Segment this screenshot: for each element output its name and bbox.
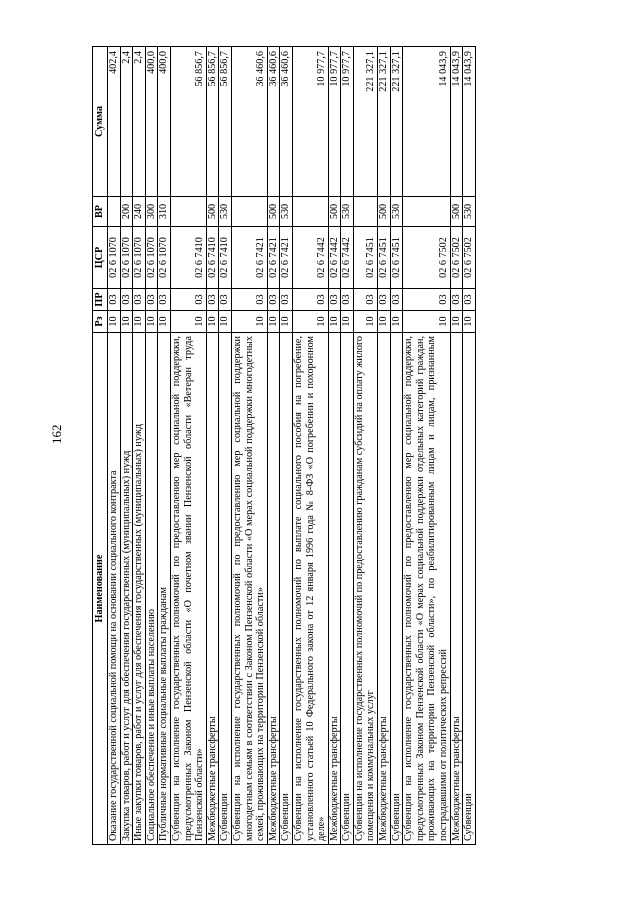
row-pr-cell: 03 (231, 289, 267, 311)
row-rz-cell: 10 (145, 311, 158, 333)
row-csr-cell: 02 6 7421 (267, 227, 280, 289)
row-rz-cell: 10 (450, 311, 463, 333)
row-sum-cell: 36 460,6 (231, 47, 267, 197)
table-row (463, 47, 476, 845)
row-sum-cell: 36 460,6 (280, 47, 293, 197)
row-csr-cell: 02 6 7502 (403, 227, 450, 289)
row-name-cell: Межбюджетные трансферты (450, 333, 463, 845)
row-vr-cell: 500 (450, 197, 463, 227)
row-name-cell: Субвенции на исполнение государственных полномочий по предоставлению мер социальной поддержки, предусмотренных Законом Пензенской области «О почетном звании Пензенской области «Ветеран труда Пензенской области» (170, 333, 206, 845)
row-sum-cell: 56 856,7 (219, 47, 232, 197)
row-pr-cell: 03 (328, 289, 341, 311)
row-rz-cell: 10 (341, 311, 354, 333)
row-sum-cell: 10 977,7 (341, 47, 354, 197)
header-vr: ВР (93, 197, 108, 227)
row-vr-cell: 300 (145, 197, 158, 227)
row-vr-cell: 530 (280, 197, 293, 227)
row-pr-cell: 03 (219, 289, 232, 311)
row-pr-cell: 03 (267, 289, 280, 311)
row-vr-cell: 530 (341, 197, 354, 227)
header-pr: ПР (93, 289, 108, 311)
budget-table (92, 46, 476, 845)
row-csr-cell: 02 6 7410 (219, 227, 232, 289)
row-name-cell: Межбюджетные трансферты (206, 333, 219, 845)
row-vr-cell: 530 (219, 197, 232, 227)
row-csr-cell: 02 6 7451 (353, 227, 377, 289)
row-vr-cell: 500 (206, 197, 219, 227)
row-sum-cell: 221 327,1 (390, 47, 403, 197)
table-row (292, 47, 328, 845)
row-sum-cell: 36 460,6 (267, 47, 280, 197)
row-rz-cell: 10 (206, 311, 219, 333)
row-csr-cell: 02 6 1070 (145, 227, 158, 289)
row-vr-cell (170, 197, 206, 227)
row-rz-cell: 10 (403, 311, 450, 333)
row-name-cell: Субвенции на исполнение государственных полномочий по предоставлению мер социальной поддержки многодетным семьям в соответствии с Законом Пензенской области «О мерах социальной поддержки многодетных семей, проживающих на территории Пензенской области» (231, 333, 267, 845)
rotated-table-container (92, 47, 550, 845)
table-row (108, 47, 121, 845)
row-rz-cell: 10 (108, 311, 121, 333)
row-sum-cell: 400,0 (158, 47, 171, 197)
row-name-cell: Межбюджетные трансферты (267, 333, 280, 845)
row-name-cell: Межбюджетные трансферты (378, 333, 391, 845)
table-row (219, 47, 232, 845)
table-header-row (93, 47, 108, 845)
row-rz-cell: 10 (353, 311, 377, 333)
row-name-cell: Субвенции (463, 333, 476, 845)
row-name-cell: Субвенции на исполнение государственных полномочий по предоставлению гражданам субсидий на оплату жилого помещения и коммунальных услуг (353, 333, 377, 845)
row-pr-cell: 03 (463, 289, 476, 311)
row-csr-cell: 02 6 7410 (206, 227, 219, 289)
row-vr-cell: 530 (390, 197, 403, 227)
row-pr-cell: 03 (108, 289, 121, 311)
row-csr-cell: 02 6 1070 (108, 227, 121, 289)
row-sum-cell: 56 856,7 (170, 47, 206, 197)
row-rz-cell: 10 (231, 311, 267, 333)
row-pr-cell: 03 (206, 289, 219, 311)
row-rz-cell: 10 (158, 311, 171, 333)
row-sum-cell: 400,0 (145, 47, 158, 197)
row-rz-cell: 10 (328, 311, 341, 333)
table-row (267, 47, 280, 845)
table-row (145, 47, 158, 845)
row-rz-cell: 10 (463, 311, 476, 333)
row-csr-cell: 02 6 7502 (463, 227, 476, 289)
row-vr-cell (353, 197, 377, 227)
row-pr-cell: 03 (353, 289, 377, 311)
row-csr-cell: 02 6 7421 (231, 227, 267, 289)
row-csr-cell: 02 6 7502 (450, 227, 463, 289)
header-csr: ЦСР (93, 227, 108, 289)
row-pr-cell: 03 (145, 289, 158, 311)
row-sum-cell: 221 327,1 (378, 47, 391, 197)
header-sum: Сумма (93, 47, 108, 197)
row-pr-cell: 03 (450, 289, 463, 311)
row-vr-cell (292, 197, 328, 227)
row-vr-cell: 200 (120, 197, 133, 227)
row-rz-cell: 10 (133, 311, 146, 333)
row-name-cell: Субвенции (219, 333, 232, 845)
row-pr-cell: 03 (158, 289, 171, 311)
table-row (328, 47, 341, 845)
row-vr-cell (231, 197, 267, 227)
row-sum-cell: 2,4 (120, 47, 133, 197)
row-vr-cell: 500 (328, 197, 341, 227)
row-csr-cell: 02 6 7410 (170, 227, 206, 289)
row-name-cell: Оказание государственной социальной помощи на основании социального контракта (108, 333, 121, 845)
row-rz-cell: 10 (170, 311, 206, 333)
row-sum-cell: 14 043,9 (463, 47, 476, 197)
row-vr-cell (403, 197, 450, 227)
table-row (133, 47, 146, 845)
table-row (450, 47, 463, 845)
row-rz-cell: 10 (267, 311, 280, 333)
row-name-cell: Субвенции на исполнение государственных полномочий по предоставлению мер социальной поддержки, предусмотренных Законом Пензенской области «О мерах социальной поддержки отдельных категорий граждан, проживающих на территории Пензенской области», по реабилитированным лицам и лицам, признанным пострадавшими от политических репрессий (403, 333, 450, 845)
row-csr-cell: 02 6 1070 (120, 227, 133, 289)
row-name-cell: Публичные нормативные социальные выплаты гражданам (158, 333, 171, 845)
row-sum-cell: 2,4 (133, 47, 146, 197)
row-name-cell: Субвенции (280, 333, 293, 845)
row-vr-cell: 240 (133, 197, 146, 227)
table-row (378, 47, 391, 845)
row-sum-cell: 14 043,9 (403, 47, 450, 197)
row-pr-cell: 03 (403, 289, 450, 311)
row-pr-cell: 03 (170, 289, 206, 311)
table-row (170, 47, 206, 845)
row-pr-cell: 03 (292, 289, 328, 311)
row-pr-cell: 03 (133, 289, 146, 311)
row-pr-cell: 03 (120, 289, 133, 311)
row-pr-cell: 03 (390, 289, 403, 311)
row-rz-cell: 10 (378, 311, 391, 333)
table-row (158, 47, 171, 845)
row-vr-cell: 500 (378, 197, 391, 227)
row-sum-cell: 14 043,9 (450, 47, 463, 197)
row-csr-cell: 02 6 7451 (378, 227, 391, 289)
row-name-cell: Межбюджетные трансферты (328, 333, 341, 845)
row-csr-cell: 02 6 7421 (280, 227, 293, 289)
page-number: 162 (49, 424, 64, 444)
table-row (280, 47, 293, 845)
table-row (120, 47, 133, 845)
row-rz-cell: 10 (390, 311, 403, 333)
row-name-cell: Иные закупки товаров, работ и услуг для обеспечения государственных (муниципальных) нужд (133, 333, 146, 845)
row-csr-cell: 02 6 1070 (133, 227, 146, 289)
row-name-cell: Социальное обеспечение и иные выплаты населению (145, 333, 158, 845)
row-csr-cell: 02 6 7442 (328, 227, 341, 289)
row-pr-cell: 03 (378, 289, 391, 311)
row-rz-cell: 10 (292, 311, 328, 333)
row-rz-cell: 10 (219, 311, 232, 333)
row-name-cell: Субвенции (341, 333, 354, 845)
row-sum-cell: 402,4 (108, 47, 121, 197)
row-vr-cell: 500 (267, 197, 280, 227)
header-rz: Рз (93, 311, 108, 333)
table-row (403, 47, 450, 845)
row-sum-cell: 221 327,1 (353, 47, 377, 197)
row-sum-cell: 10 977,7 (328, 47, 341, 197)
table-row (353, 47, 377, 845)
table-row (206, 47, 219, 845)
row-vr-cell (108, 197, 121, 227)
row-sum-cell: 56 856,7 (206, 47, 219, 197)
table-row (231, 47, 267, 845)
header-name: Наименование (93, 333, 108, 845)
row-csr-cell: 02 6 7442 (341, 227, 354, 289)
table-row (341, 47, 354, 845)
row-pr-cell: 03 (341, 289, 354, 311)
row-pr-cell: 03 (280, 289, 293, 311)
row-sum-cell: 10 977,7 (292, 47, 328, 197)
row-name-cell: Закупка товаров, работ и услуг для обеспечения государственных (муниципальных) нужд (120, 333, 133, 845)
row-rz-cell: 10 (120, 311, 133, 333)
row-vr-cell: 310 (158, 197, 171, 227)
table-row (390, 47, 403, 845)
row-csr-cell: 02 6 7451 (390, 227, 403, 289)
row-vr-cell: 530 (463, 197, 476, 227)
row-csr-cell: 02 6 7442 (292, 227, 328, 289)
row-rz-cell: 10 (280, 311, 293, 333)
row-csr-cell: 02 6 1070 (158, 227, 171, 289)
row-name-cell: Субвенции (390, 333, 403, 845)
row-name-cell: Субвенции на исполнение государственных полномочий по выплате социального пособия на погребение, установленного статьей 10 Федерального закона от 12 января 1996 года № 8-ФЗ «О погребении и похоронном деле» (292, 333, 328, 845)
